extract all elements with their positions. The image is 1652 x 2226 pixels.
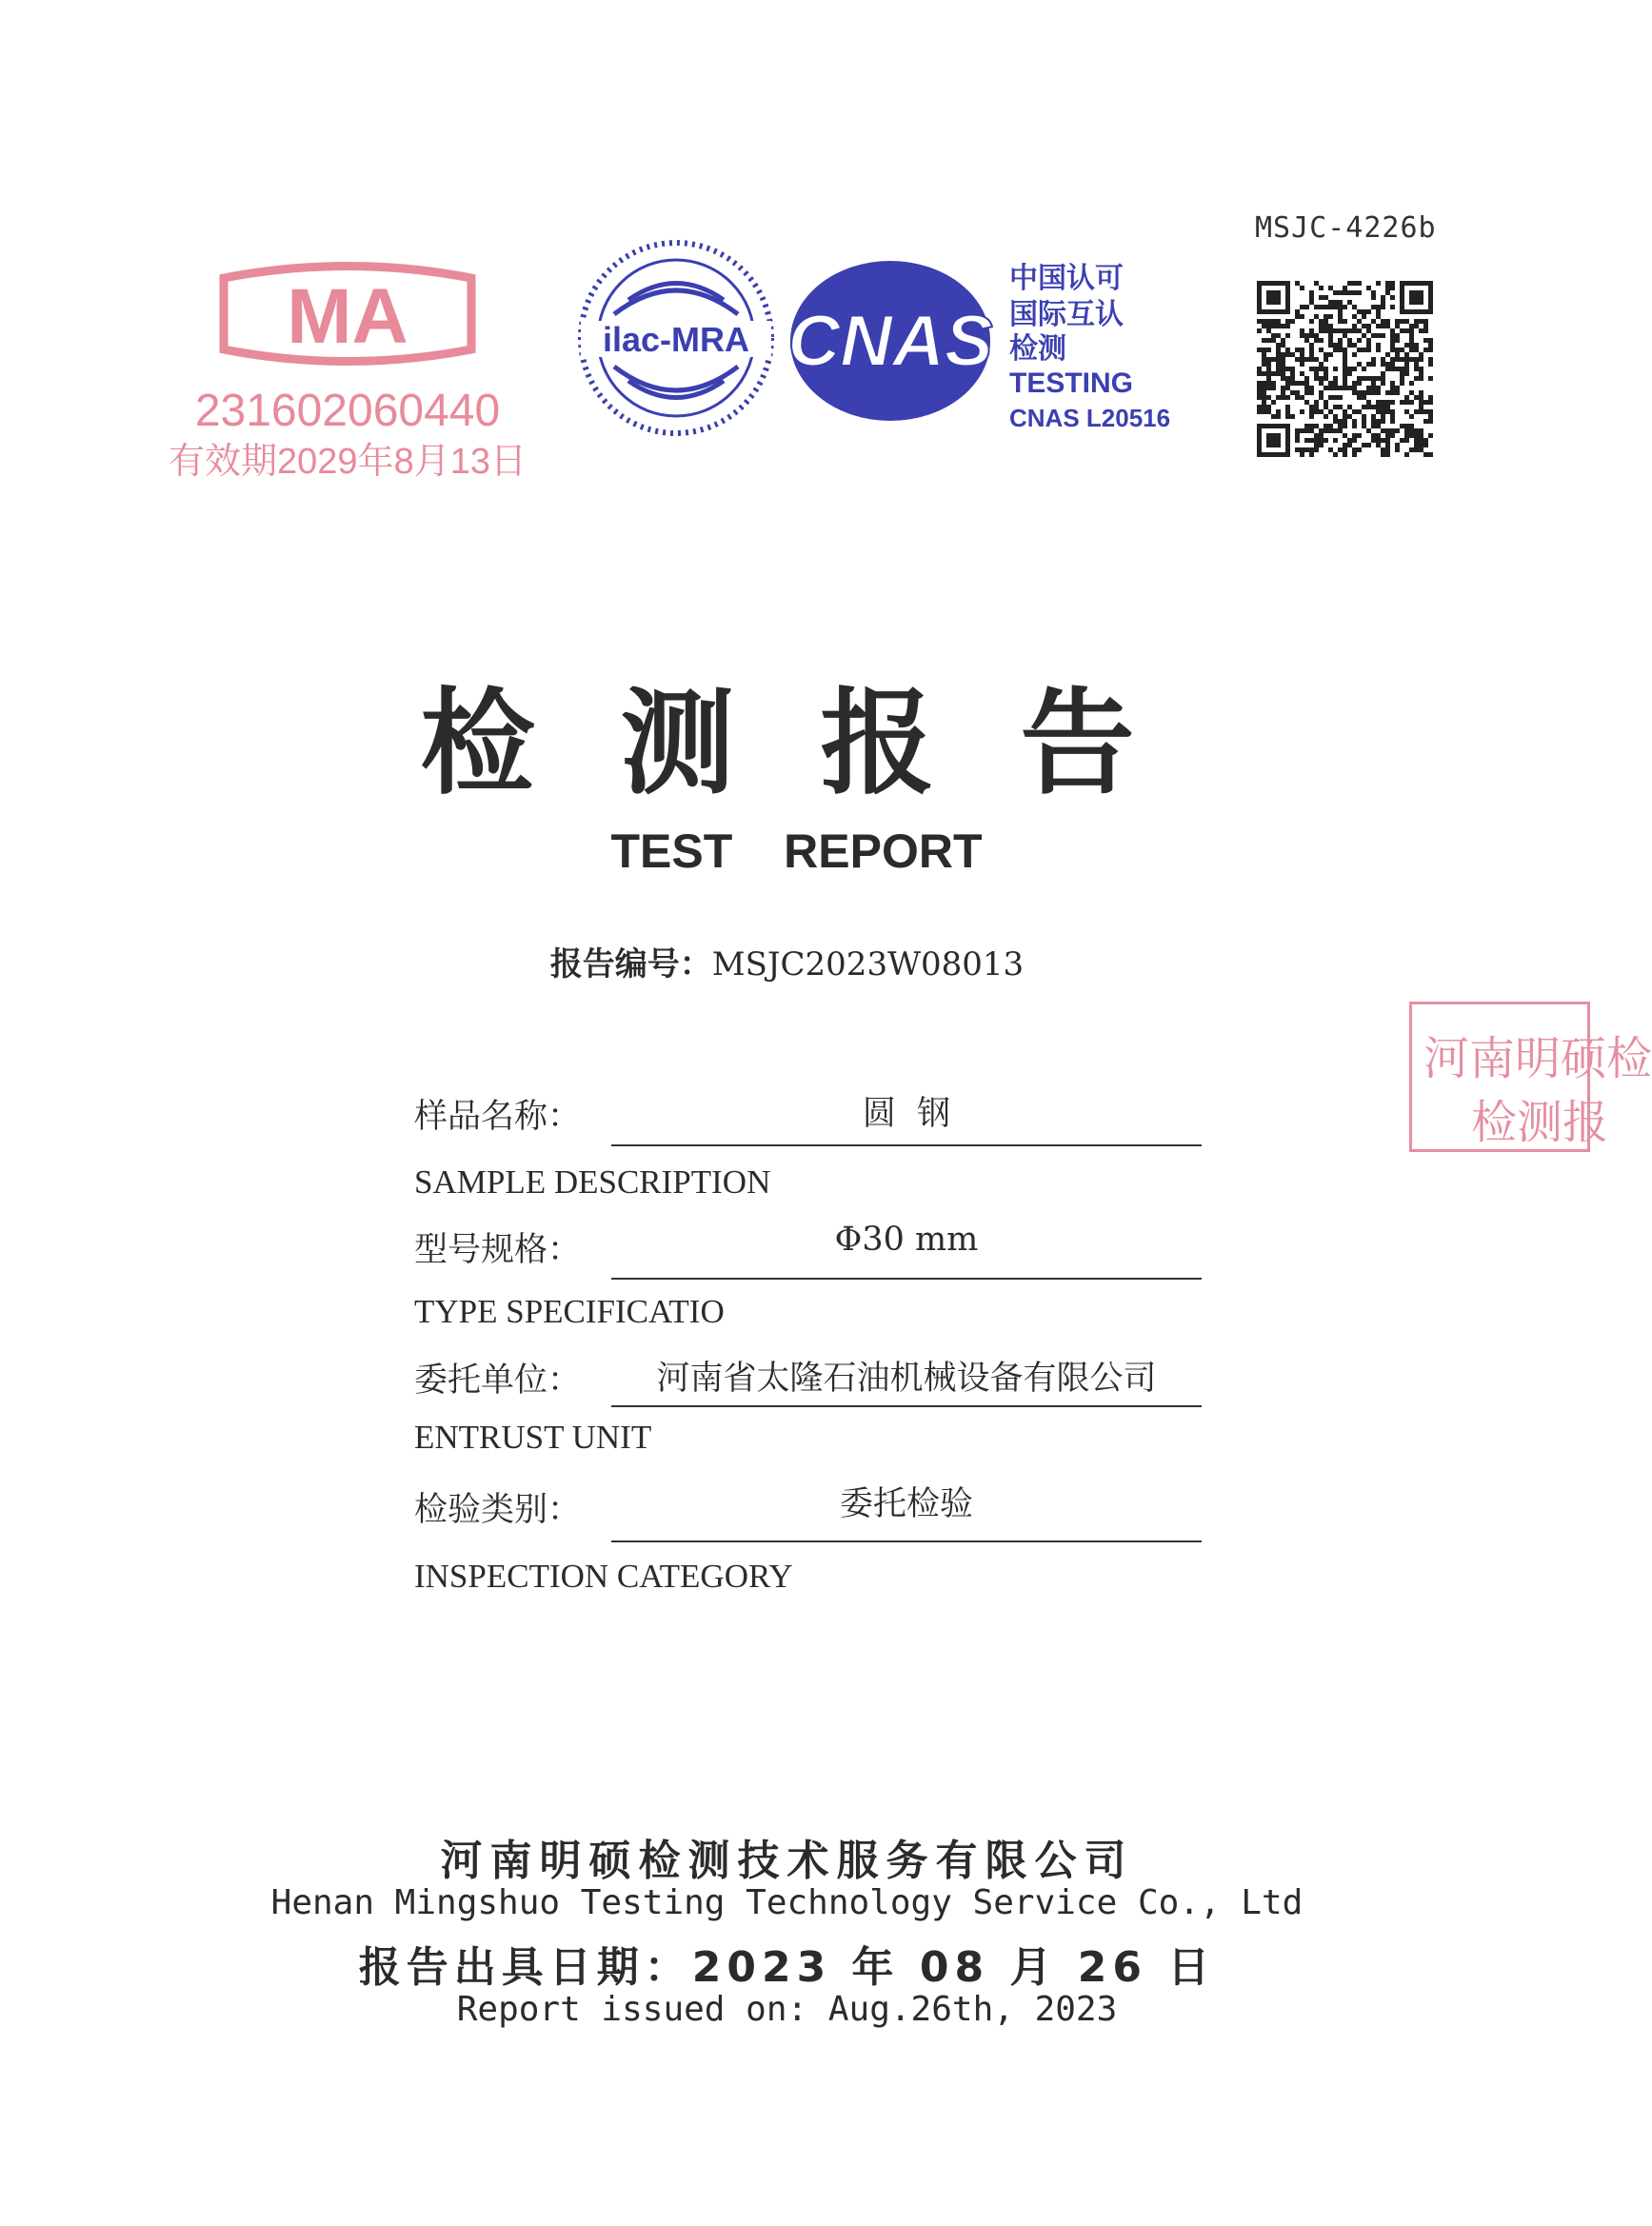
- inspection-category-label: 检验类别：: [414, 1491, 582, 1529]
- cnas-line-4: TESTING: [1009, 368, 1134, 399]
- sample-description-label: SAMPLE DESCRIPTION: [414, 1163, 771, 1201]
- company-name-en: Henan Mingshuo Testing Technology Service Co., Ltd: [270, 1883, 1304, 1922]
- company-name-cn: 河南明硕检测技术服务有限公司: [440, 1837, 1134, 1885]
- type-spec-value: Φ30 mm: [834, 1221, 979, 1259]
- type-spec-label: 型号规格：: [414, 1231, 582, 1269]
- inspection-category-en-label: INSPECTION CATEGORY: [414, 1558, 793, 1595]
- ma-validity: 有效期2029年8月13日: [169, 442, 527, 482]
- entrust-unit-en-label: ENTRUST UNIT: [414, 1419, 652, 1456]
- cnas-line-2: 国际互认: [1009, 298, 1124, 331]
- entrust-unit-underline: [611, 1405, 1202, 1407]
- cnas-logo: [776, 249, 1176, 440]
- entrust-unit-label: 委托单位：: [414, 1361, 582, 1400]
- ilac-mra-logo: [571, 233, 781, 443]
- cnas-line-5: CNAS L20516: [1009, 404, 1171, 432]
- sample-name-underline: [611, 1144, 1202, 1146]
- type-spec-underline: [611, 1278, 1202, 1280]
- inspection-category-underline: [611, 1540, 1202, 1542]
- issue-date-en: Report issued on: Aug.26th, 2023: [456, 1990, 1118, 2029]
- ma-number: 231602060440: [194, 386, 501, 436]
- title-cn: 检测报告: [420, 676, 1221, 810]
- ma-letters: MA: [287, 273, 408, 360]
- qr-code[interactable]: [1257, 281, 1433, 457]
- company-stamp-line-2: 检测报: [1471, 1096, 1609, 1149]
- issue-date-cn: 报告出具日期：2023 年 08 月 26 日: [358, 1943, 1216, 1992]
- report-number-value: MSJC2023W08013: [711, 945, 1025, 984]
- document-code: MSJC-4226b: [1255, 211, 1437, 245]
- cnas-line-3: 检测: [1009, 332, 1066, 366]
- ma-seal: [169, 259, 527, 487]
- sample-name-value: 圆 钢: [862, 1095, 951, 1133]
- cnas-logo-text: CNAS: [787, 301, 993, 382]
- entrust-unit-value: 河南省太隆石油机械设备有限公司: [656, 1360, 1157, 1398]
- report-number-label: 报告编号：: [549, 945, 712, 984]
- sample-name-label: 样品名称：: [414, 1098, 582, 1136]
- title-en: TEST REPORT: [610, 825, 983, 878]
- type-specification-label: TYPE SPECIFICATIO: [414, 1293, 725, 1330]
- inspection-category-value: 委托检验: [839, 1485, 973, 1523]
- company-stamp: [1409, 1002, 1652, 1152]
- report-number: [0, 938, 1574, 984]
- ilac-text: ilac-MRA: [602, 320, 750, 359]
- company-stamp-line-1: 河南明硕检: [1423, 1032, 1652, 1085]
- cnas-line-1: 中国认可: [1009, 262, 1124, 295]
